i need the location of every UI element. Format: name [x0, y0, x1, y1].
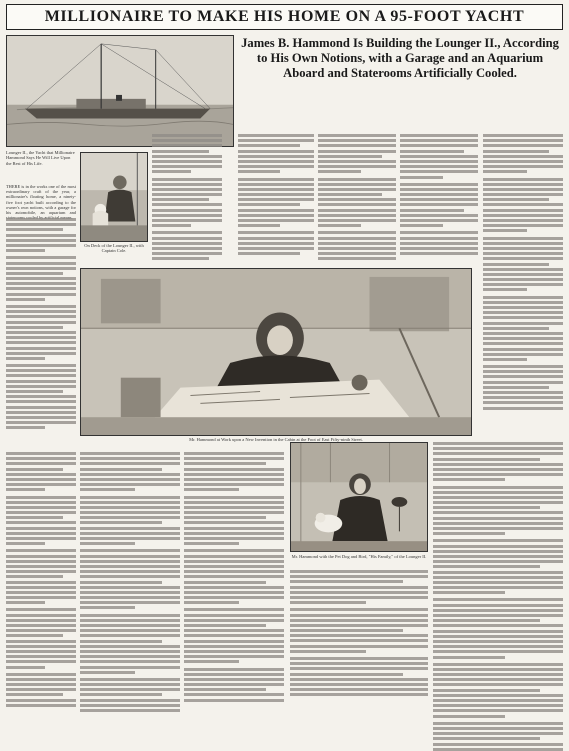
column-lower-2-text — [80, 452, 180, 707]
banner-text: MILLIONAIRE TO MAKE HIS HOME ON A 95-FOOT YACHT — [44, 8, 525, 25]
column-lower-5-text — [433, 442, 563, 707]
yacht-photo — [6, 35, 234, 147]
deck-photo — [80, 152, 148, 242]
pets-photo — [290, 442, 428, 552]
column-4-text — [318, 134, 396, 264]
banner-headline — [6, 4, 563, 30]
column-5-text — [400, 134, 478, 264]
deck-caption: On Deck of the Lounger II., with Captain Cole. — [84, 243, 144, 254]
study-photo — [80, 268, 472, 436]
study-caption: Mr. Hammond at Work upon a New Invention in the Cabin at the Foot of East Fifty-ninth Street. — [189, 437, 363, 442]
column-2-text — [152, 134, 222, 264]
column-left-text — [6, 218, 76, 448]
column-3-text — [238, 134, 314, 264]
column-lower-4-text — [290, 570, 428, 707]
column-lower-3-text — [184, 452, 284, 707]
pets-caption: Mr. Hammond with the Pet Dog and Bird, "His Family," of the Lounger II. — [291, 554, 427, 559]
column-left-lower-text — [6, 452, 76, 707]
headline: James B. Hammond Is Building the Lounger II., According to His Own Notions, with a Garage and an Aquarium Aboard and Staterooms Artificially Cooled. — [241, 36, 559, 81]
lede-paragraph: THERE is in the works one of the most extraordinary craft of the year, a millionaire's floating home, a ninety-five foot yacht built according to the owner's own notions, with a garage for his automobile, an aquarium and — [6, 184, 76, 216]
yacht-caption: Lounger II., the Yacht that Millionaire Hammond Says He Will Live Upon the Rest of His Life. — [6, 150, 75, 166]
column-6-text — [483, 134, 563, 434]
